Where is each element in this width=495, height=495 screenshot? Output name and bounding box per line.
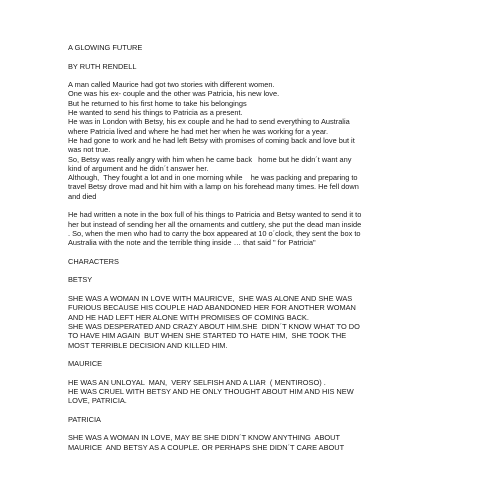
document-page: [68, 43, 486, 452]
spacer: [68, 368, 486, 377]
story-paragraph: [68, 80, 486, 201]
story-line: He wanted to send his things to Patricia as a present.: [68, 108, 243, 118]
patricia-heading: PATRICIA: [68, 414, 101, 424]
story-ending-paragraph: [68, 210, 486, 247]
character-line: AND HE HAD LEFT HER ALONE WITH PROMISES OF COMING BACK.: [68, 312, 309, 322]
story-line: where Patricia lived and where he had met her when he was working for a year.: [68, 126, 329, 136]
story-line: So, Betsy was really angry with him when he came back home but he didn´t want any: [68, 154, 352, 164]
character-line: SHE WAS A WOMAN IN LOVE, MAY BE SHE DIDN´T KNOW ANYTHING ABOUT: [68, 433, 340, 443]
character-line: HE WAS AN UNLOYAL MAN, VERY SELFISH AND A LIAR ( MENTIROSO) .: [68, 377, 326, 387]
spacer: [68, 201, 486, 210]
story-line: her but instead of sending her all the ornaments and cuttlery, she put the dead man inside: [68, 219, 362, 229]
character-line: FURIOUS BECAUSE HIS COUPLE HAD ABANDONED HER FOR ANOTHER WOMAN: [68, 303, 356, 313]
story-line: kind of argument and he didn´t answer her.: [68, 163, 209, 173]
story-line: . So, when the men who had to carry the box appeared at 10 o´clock, they sent the box to: [68, 228, 361, 238]
story-line: He had gone to work and he had left Betsy with promises of coming back and love but it: [68, 135, 355, 145]
spacer: [68, 52, 486, 61]
maurice-heading: MAURICE: [68, 359, 103, 369]
spacer: [68, 71, 486, 80]
betsy-description: [68, 294, 486, 350]
spacer: [68, 406, 486, 415]
story-line: He had written a note in the box full of his things to Patricia and Betsy wanted to send it to: [68, 210, 362, 220]
character-line: MOST TERRIBLE DECISION AND KILLED HIM.: [68, 340, 228, 350]
character-line: TO HAVE HIM AGAIN BUT WHEN SHE STARTED TO HATE HIM, SHE TOOK THE: [68, 331, 347, 341]
character-line: MAURICE AND BETSY AS A COUPLE. OR PERHAPS SHE DIDN´T CARE ABOUT: [68, 442, 345, 452]
spacer: [68, 285, 486, 294]
story-line: Australia with the note and the terrible thing inside … that said " for Patricia": [68, 238, 316, 248]
characters-heading: CHARACTERS: [68, 256, 119, 266]
story-line: was not true.: [68, 145, 111, 155]
story-line: and died: [68, 191, 97, 201]
story-line: Although, They fought a lot and in one morning while he was packing and preparing to: [68, 173, 358, 183]
story-line: A man called Maurice had got two stories with different women.: [68, 80, 275, 90]
character-line: LOVE, PATRICIA.: [68, 396, 127, 406]
story-line: He was in London with Betsy, his ex couple and he had to send everything to Australia: [68, 117, 350, 127]
story-line: One was his ex- couple and the other was Patricia, his new love.: [68, 89, 280, 99]
spacer: [68, 266, 486, 275]
character-line: SHE WAS DESPERATED AND CRAZY ABOUT HIM.SHE DIDN´T KNOW WHAT TO DO: [68, 321, 360, 331]
spacer: [68, 248, 486, 257]
document-title: A GLOWING FUTURE: [68, 43, 143, 52]
character-line: HE WAS CRUEL WITH BETSY AND HE ONLY THOUGHT ABOUT HIM AND HIS NEW: [68, 386, 354, 396]
spacer: [68, 424, 486, 433]
patricia-description: [68, 433, 486, 452]
character-line: SHE WAS A WOMAN IN LOVE WITH MAURICVE, SHE WAS ALONE AND SHE WAS: [68, 294, 353, 304]
author-line: BY RUTH RENDELL: [68, 61, 137, 71]
spacer: [68, 350, 486, 359]
story-line: But he returned to his first home to take his belongings: [68, 98, 247, 108]
story-line: travel Betsy drove mad and hit him with a lamp on his forehead many times. He fell down: [68, 182, 359, 192]
maurice-description: [68, 378, 486, 406]
betsy-heading: BETSY: [68, 275, 93, 285]
